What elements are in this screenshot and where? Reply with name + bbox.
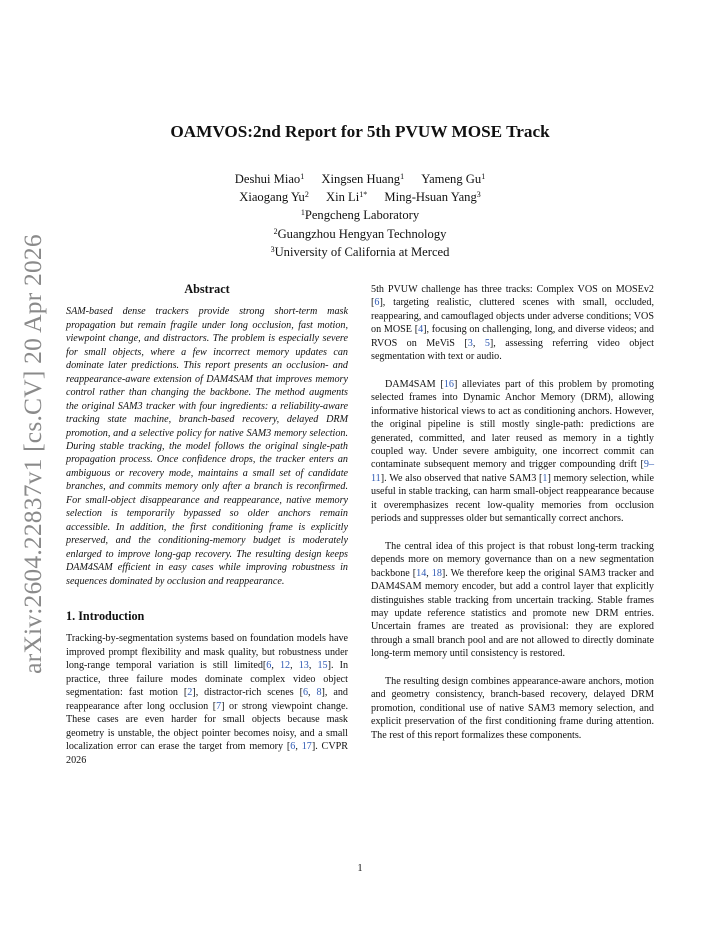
citation-link[interactable]: 17 — [301, 741, 312, 753]
citation-link[interactable]: 6 — [374, 297, 380, 309]
abstract-text: SAM-based dense trackers provide strong short-term mask propagation but remain fragile under long occlusion, fast motion, viewpoint change, and distractors. The problem is especially severe for small objects, where a few incorrect memory updates can dominate later predictions. This report presents an occlusion- and reappearance-aware extension of DAM4SAM that improves memory control rather than changing the backbone. The method augments the original SAM3 tracker with four ingredients: a reliability-aware tracking state machine, branch-based recovery, delayed DRM promotion, and a selective policy for native SAM3 memory selection. During stable tracking, the model follows the original single-path propagation process. Once confidence drops, the tracker enters an ambiguous or recovery mode, maintains a small set of candidate branches, and commits memory only after a branch is reconfirmed. For small-object disappearance and reappearance, native memory selection is temporarily bypassed so older anchors remain accessible. In addition, the first conditioning frame is explicitly preserved, and the conditioning-memory budget is moderately enlarged to improve long-gap recovery. The resulting design keeps DAM4SAM efficient in easy cases while improving robustness in sequences dominated by occlusion and reappearance. — [66, 306, 348, 587]
section-heading-introduction: 1. Introduction — [66, 608, 145, 623]
abstract-heading: Abstract — [184, 282, 230, 296]
arxiv-stamp-text: arXiv:2604.22837v1 [cs.CV] 20 Apr 2026 — [18, 234, 47, 674]
citation-link[interactable]: 16 — [443, 378, 454, 390]
body-paragraph: The central idea of this project is that robust long-term tracking depends more on memory governance than on a new segmentation backbone [14, 18]. We therefore keep the original SAM3 tracker and DAM4SAM memory encoder, but add a control layer that explicitly distinguishes stable tracking from uncertain tracking. Stable frames may update reference statistics and promote new DRM entries. Uncertain frames are treated as provisional: they are explored through a small branch pool and are not allowed to directly dominate long-term memory until consistency is restored. — [371, 540, 654, 660]
body-paragraph: 5th PVUW challenge has three tracks: Complex VOS on MOSEv2 [6], targeting realistic, cluttered scenes with small, occluded, reappearing, and camouflaged objects under adverse conditions; VOS on MOSE [4], focusing on challenging, long, and diverse videos; and RVOS on MeViS [3, 5], assessing referring video object segmentation with text or audio. — [371, 284, 654, 363]
citation-link[interactable]: 12 — [279, 660, 291, 672]
body-paragraph: DAM4SAM [16] alleviates part of this problem by promoting selected frames into Dynamic Anchor Memory (DRM), allowing informative historical views to act as conditioning anchors. However, the original pipeline is still mostly single-path: predictions are generated, committed, and later reused as memory in a tightly coupled way. Under severe ambiguity, one incorrect commit can contaminate subsequent memory and trigger compounding drift [9–11]. We also observed that native SAM3 [1] memory selection, while useful in stable tracking, can harm small-object reappearance because it overemphasizes recent low-quality memories from occlusion periods and suppresses older but semantically correct anchors. — [371, 378, 654, 525]
author-block — [0, 169, 720, 260]
affiliation: $^1$Pengcheng Laboratory — [300, 208, 420, 223]
citation-link[interactable]: 3 — [467, 337, 473, 349]
right-column — [371, 283, 654, 742]
citation-link[interactable]: 4 — [418, 324, 424, 336]
citation-link[interactable]: 6 — [302, 687, 309, 699]
arxiv-stamp — [14, 234, 52, 674]
author: Xingsen Huang$^1$ — [321, 172, 405, 186]
intro-paragraph: Tracking-by-segmentation systems based on foundation models have improved prompt flexibility and mask quality, but robustness under long-range temporal variation is still limited[6, 12, 13, 15]. In practice, three failure modes dominate complex video object segmentation: fast motion [2], distractor-rich scenes [6, 8], and reappearance after long occlusion [7] or strong viewpoint change. These cases are even harder for small objects because mask geometry is unstable, the object pointer becomes noisy, and a small localization error can erase the target from memory [6, 17]. CVPR 2026 — [66, 633, 349, 766]
citation-link[interactable]: 6 — [266, 660, 272, 672]
author-row-1 — [0, 169, 720, 187]
citation-link[interactable]: 13 — [298, 660, 309, 672]
author: Deshui Miao$^1$ — [234, 172, 305, 186]
citation-link[interactable]: 14 — [416, 567, 427, 579]
citation-link[interactable]: 9–11 — [371, 459, 654, 484]
author: Yameng Gu$^1$ — [421, 172, 486, 186]
citation-link[interactable]: 18 — [431, 567, 442, 579]
citation-link[interactable]: 1 — [542, 472, 548, 484]
affiliation: $^2$Guangzhou Hengyan Technology — [273, 226, 447, 241]
author-row-2 — [0, 187, 720, 205]
left-column — [66, 283, 348, 767]
author: Xiaogang Yu$^2$ — [239, 190, 309, 205]
author: Xin $Li^{1*}$ — [326, 190, 368, 205]
author: Ming-Hsuan Yang$^3$ — [384, 190, 481, 205]
page-number: 1 — [357, 863, 363, 874]
citation-link[interactable]: 7 — [216, 700, 222, 712]
citation-link[interactable]: 6 — [290, 741, 296, 753]
citation-link[interactable]: 2 — [187, 687, 193, 699]
citation-link[interactable]: 5 — [484, 337, 490, 349]
citation-link[interactable]: 15 — [317, 660, 328, 672]
paper-title: OAMVOS:2nd Report for 5th PVUW MOSE Track — [170, 122, 550, 141]
body-paragraph: The resulting design combines appearance-aware anchors, motion and geometry consistency, branch-based recovery, delayed DRM promotion, conditional use of native SAM3 memory selection, and explicit preservation of the first conditioning frame during attention. The rest of this report formalizes these components. — [371, 675, 654, 741]
citation-link[interactable]: 8 — [316, 687, 322, 699]
affiliation: $^3$University of California at Merced — [270, 244, 450, 259]
